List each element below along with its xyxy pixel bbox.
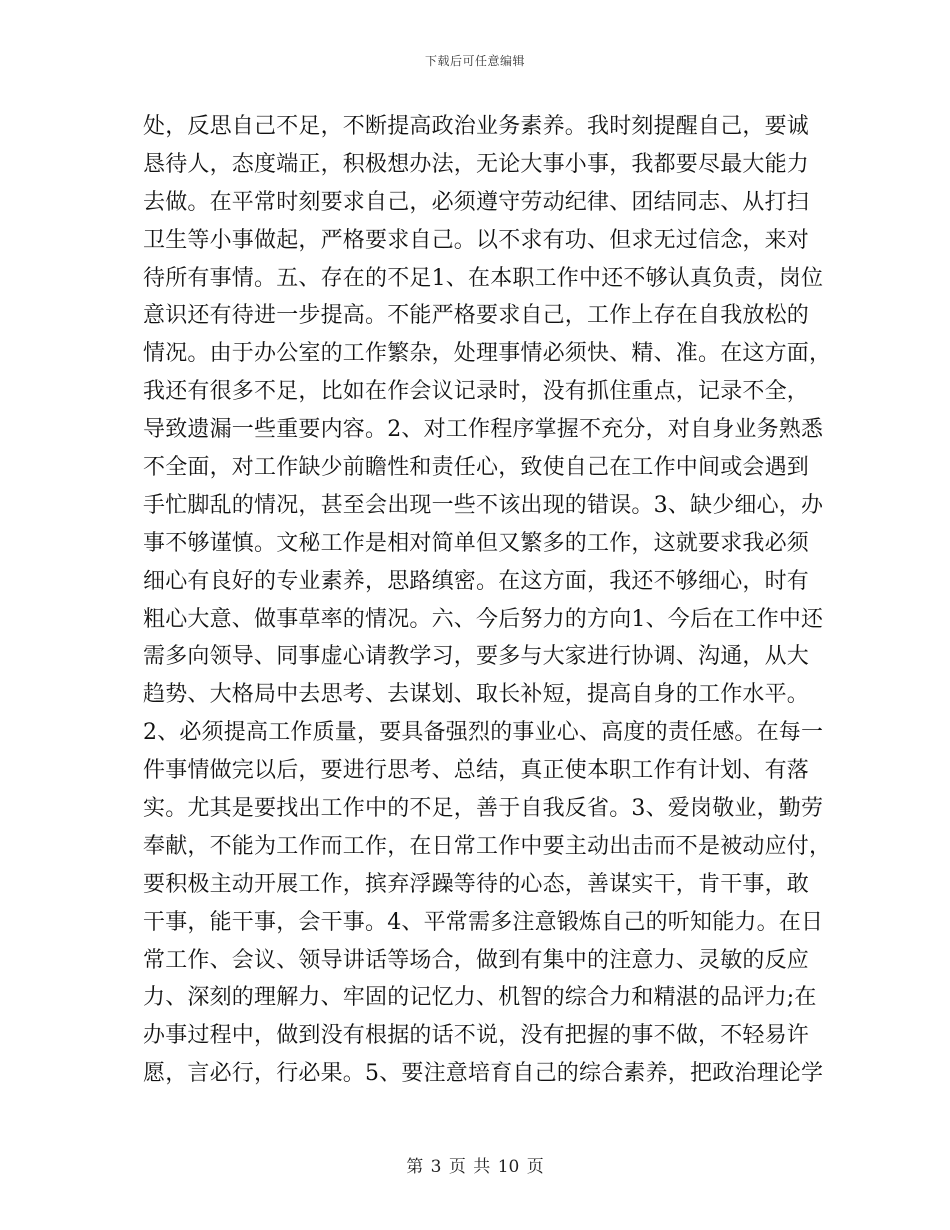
text-line: 力、深刻的理解力、牢固的记忆力、机智的综合力和精湛的品评力;在 [143,985,817,1011]
text-line: 事不够谨慎。文秘工作是相对简单但又繁多的工作，这就要求我必须 [143,530,810,556]
text-line: 手忙脚乱的情况，甚至会出现一些不该出现的错误。3、缺少细心，办 [143,492,824,518]
document-body [143,108,832,1093]
text-line: 导致遗漏一些重要内容。2、对工作程序掌握不充分，对自身业务熟悉 [143,417,824,443]
text-line: 粗心大意、做事草率的情况。六、今后努力的方向1、今后在工作中还 [143,606,824,632]
text-line: 处，反思自己不足，不断提高政治业务素养。我时刻提醒自己，要诚 [143,114,810,139]
text-line: 卫生等小事做起，严格要求自己。以不求有功、但求无过信念，来对 [143,227,810,253]
text-line: 情况。由于办公室的工作繁杂，处理事情必须快、精、准。在这方面， [143,341,832,367]
text-line: 奉献，不能为工作而工作，在日常工作中要主动出击而不是被动应付， [143,833,832,859]
text-line: 干事，能干事，会干事。4、平常需多注意锻炼自己的听知能力。在日 [143,909,824,935]
text-line: 需多向领导、同事虚心请教学习，要多与大家进行协调、沟通，从大 [143,644,810,670]
text-line: 不全面，对工作缺少前瞻性和责任心，致使自己在工作中间或会遇到 [143,455,810,481]
text-line: 要积极主动开展工作，摈弃浮躁等待的心态，善谋实干，肯干事，敢 [143,871,810,897]
text-line: 2、必须提高工作质量，要具备强烈的事业心、高度的责任感。在每一 [143,720,824,746]
text-line: 细心有良好的专业素养，思路缜密。在这方面，我还不够细心，时有 [143,568,810,594]
text-line: 趋势、大格局中去思考、去谋划、取长补短，提高自身的工作水平。 [143,682,810,708]
text-line: 件事情做完以后，要进行思考、总结，真正使本职工作有计划、有落 [143,758,810,784]
text-line: 去做。在平常时刻要求自己，必须遵守劳动纪律、团结同志、从打扫 [143,189,810,215]
text-line: 恳待人，态度端正，积极想办法，无论大事小事，我都要尽最大能力 [143,151,810,177]
text-line: 我还有很多不足，比如在作会议记录时，没有抓住重点，记录不全， [143,379,810,405]
page-number-footer: 第 3 页 共 10 页 [406,1157,544,1177]
text-line: 待所有事情。五、存在的不足1、在本职工作中还不够认真负责，岗位 [143,265,824,291]
text-line: 愿，言必行，行必果。5、要注意培育自己的综合素养，把政治理论学 [143,1061,824,1087]
text-line: 常工作、会议、领导讲话等场合，做到有集中的注意力、灵敏的反应 [143,947,810,973]
text-line: 实。尤其是要找出工作中的不足，善于自我反省。3、爱岗敬业，勤劳 [143,796,824,822]
text-line: 意识还有待进一步提高。不能严格要求自己，工作上存在自我放松的 [143,303,810,329]
page-header-note: 下载后可任意编辑 [424,54,525,68]
text-line: 办事过程中，做到没有根据的话不说，没有把握的事不做，不轻易许 [143,1023,810,1049]
